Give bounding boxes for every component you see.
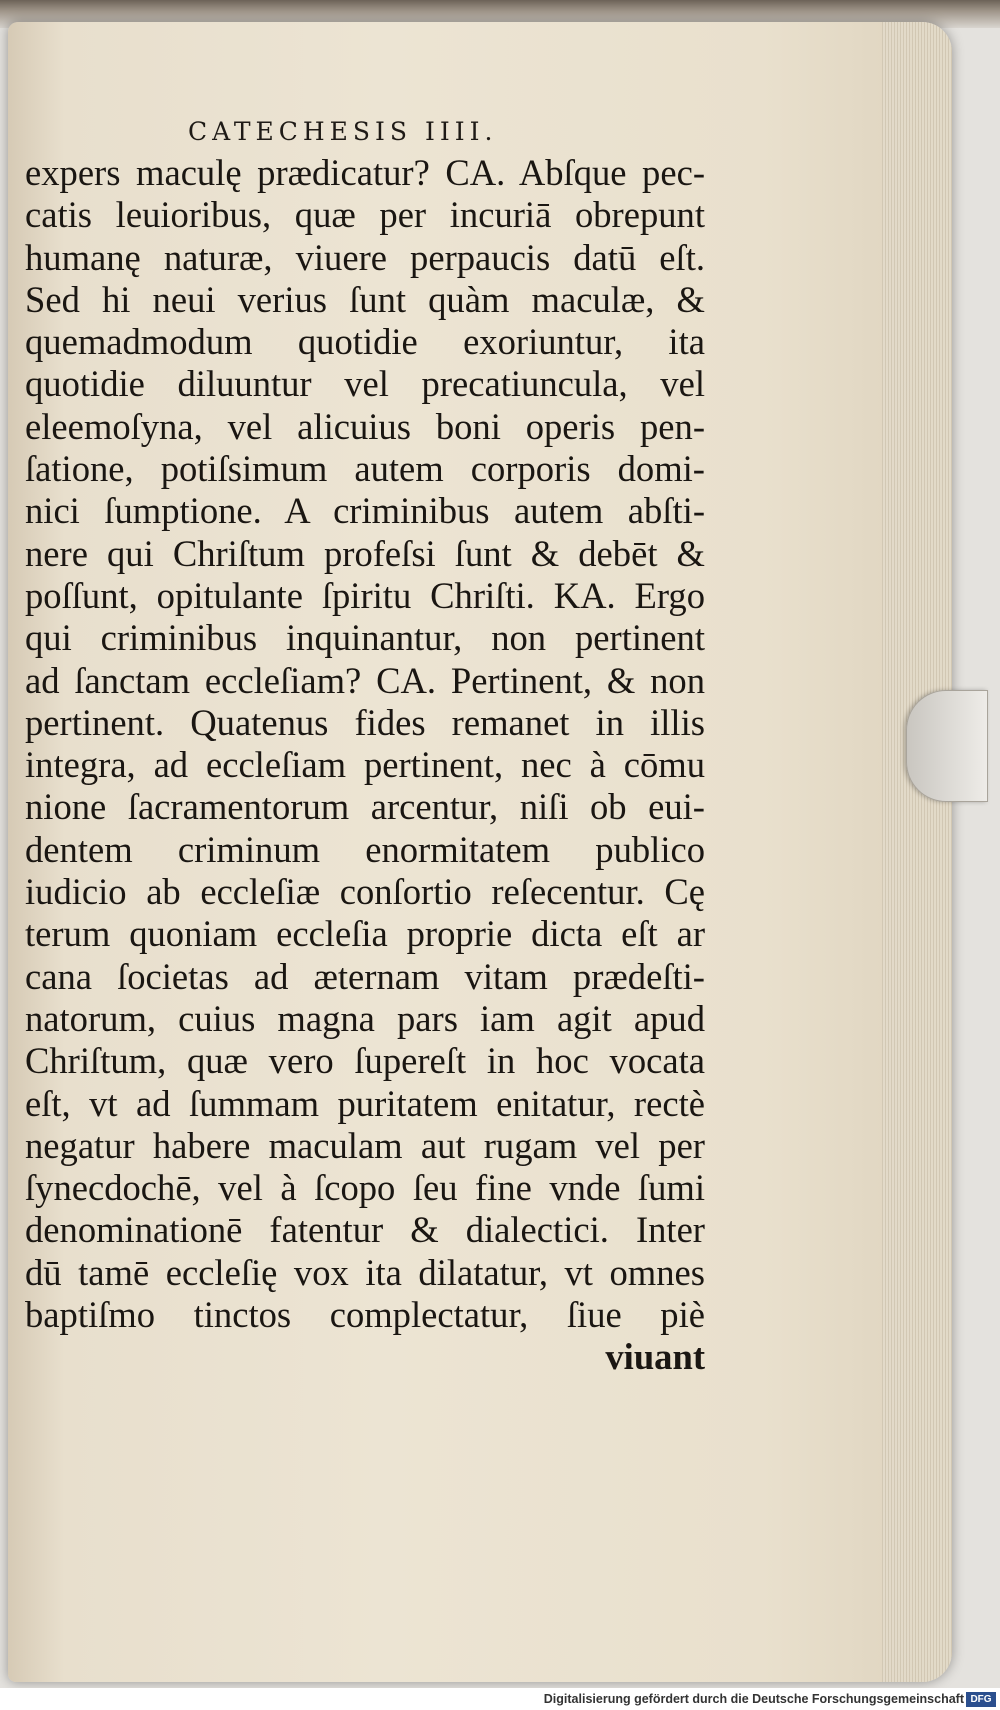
text-line: dū tamē eccleſię vox ita dilatatur, vt omnes: [25, 1251, 705, 1293]
text-line: quotidie diluuntur vel precatiuncula, vel: [25, 363, 705, 405]
text-line: negatur habere maculam aut rugam vel per: [25, 1124, 705, 1166]
text-line: cana ſocietas ad æternam vitam prædeſti-: [25, 955, 705, 997]
text-line: integra, ad eccleſiam pertinent, nec à cōmu: [25, 744, 705, 786]
text-line: expers maculę prædicatur? CA. Abſque pec-: [25, 152, 705, 193]
funding-credit: Digitalisierung gefördert durch die Deutsche Forschungsgemeinschaft: [543, 1692, 964, 1706]
text-line: quemadmodum quotidie exoriuntur, ita: [25, 321, 705, 363]
text-line: nici ſumptione. A criminibus autem abſti-: [25, 490, 705, 532]
text-line: poſſunt, opitulante ſpiritu Chriſti. KA. Ergo: [25, 574, 705, 616]
body-text: [25, 152, 705, 1379]
text-line: denominationē fatentur & dialectici. Inter: [25, 1209, 705, 1251]
text-line: iudicio ab eccleſiæ conſortio reſecentur. Cę: [25, 871, 705, 913]
text-line: ad ſanctam eccleſiam? CA. Pertinent, & non: [25, 659, 705, 701]
text-line: dentem criminum enormitatem publico: [25, 828, 705, 870]
text-line: eſt, vt ad ſummam puritatem enitatur, rectè: [25, 1082, 705, 1124]
footer-bar: [0, 1688, 1000, 1710]
text-line: qui criminibus inquinantur, non pertinent: [25, 617, 705, 659]
text-line: natorum, cuius magna pars iam agit apud: [25, 997, 705, 1039]
text-line: baptiſmo tinctos complectatur, ſiue piè: [25, 1294, 705, 1336]
text-line: Chriſtum, quæ vero ſupereſt in hoc vocata: [25, 1040, 705, 1082]
dfg-logo-icon: DFG: [966, 1692, 996, 1707]
text-line: Sed hi neui verius ſunt quàm maculæ, &: [25, 278, 705, 320]
text-line: ſatione, potiſsimum autem corporis domi-: [25, 448, 705, 490]
running-head: CATECHESIS IIII.: [188, 117, 498, 146]
text-line: terum quoniam eccleſia proprie dicta eſt ar: [25, 913, 705, 955]
text-line: nione ſacramentorum arcentur, niſi ob eui-: [25, 786, 705, 828]
text-line: ſynecdochē, vel à ſcopo ſeu fine vnde ſumi: [25, 1167, 705, 1209]
catchword: viuant: [605, 1336, 705, 1378]
text-line: humanę naturæ, viuere perpaucis datū eſt.: [25, 236, 705, 278]
text-line: eleemoſyna, vel alicuius boni operis pen-: [25, 405, 705, 447]
page-fore-edge: [882, 22, 952, 1682]
text-line: pertinent. Quatenus fides remanet in illis: [25, 701, 705, 743]
text-line: nere qui Chriſtum profeſsi ſunt & debēt &: [25, 532, 705, 574]
text-line: catis leuioribus, quæ per incuriā obrepunt: [25, 194, 705, 236]
page-tab-marker: [906, 690, 988, 802]
